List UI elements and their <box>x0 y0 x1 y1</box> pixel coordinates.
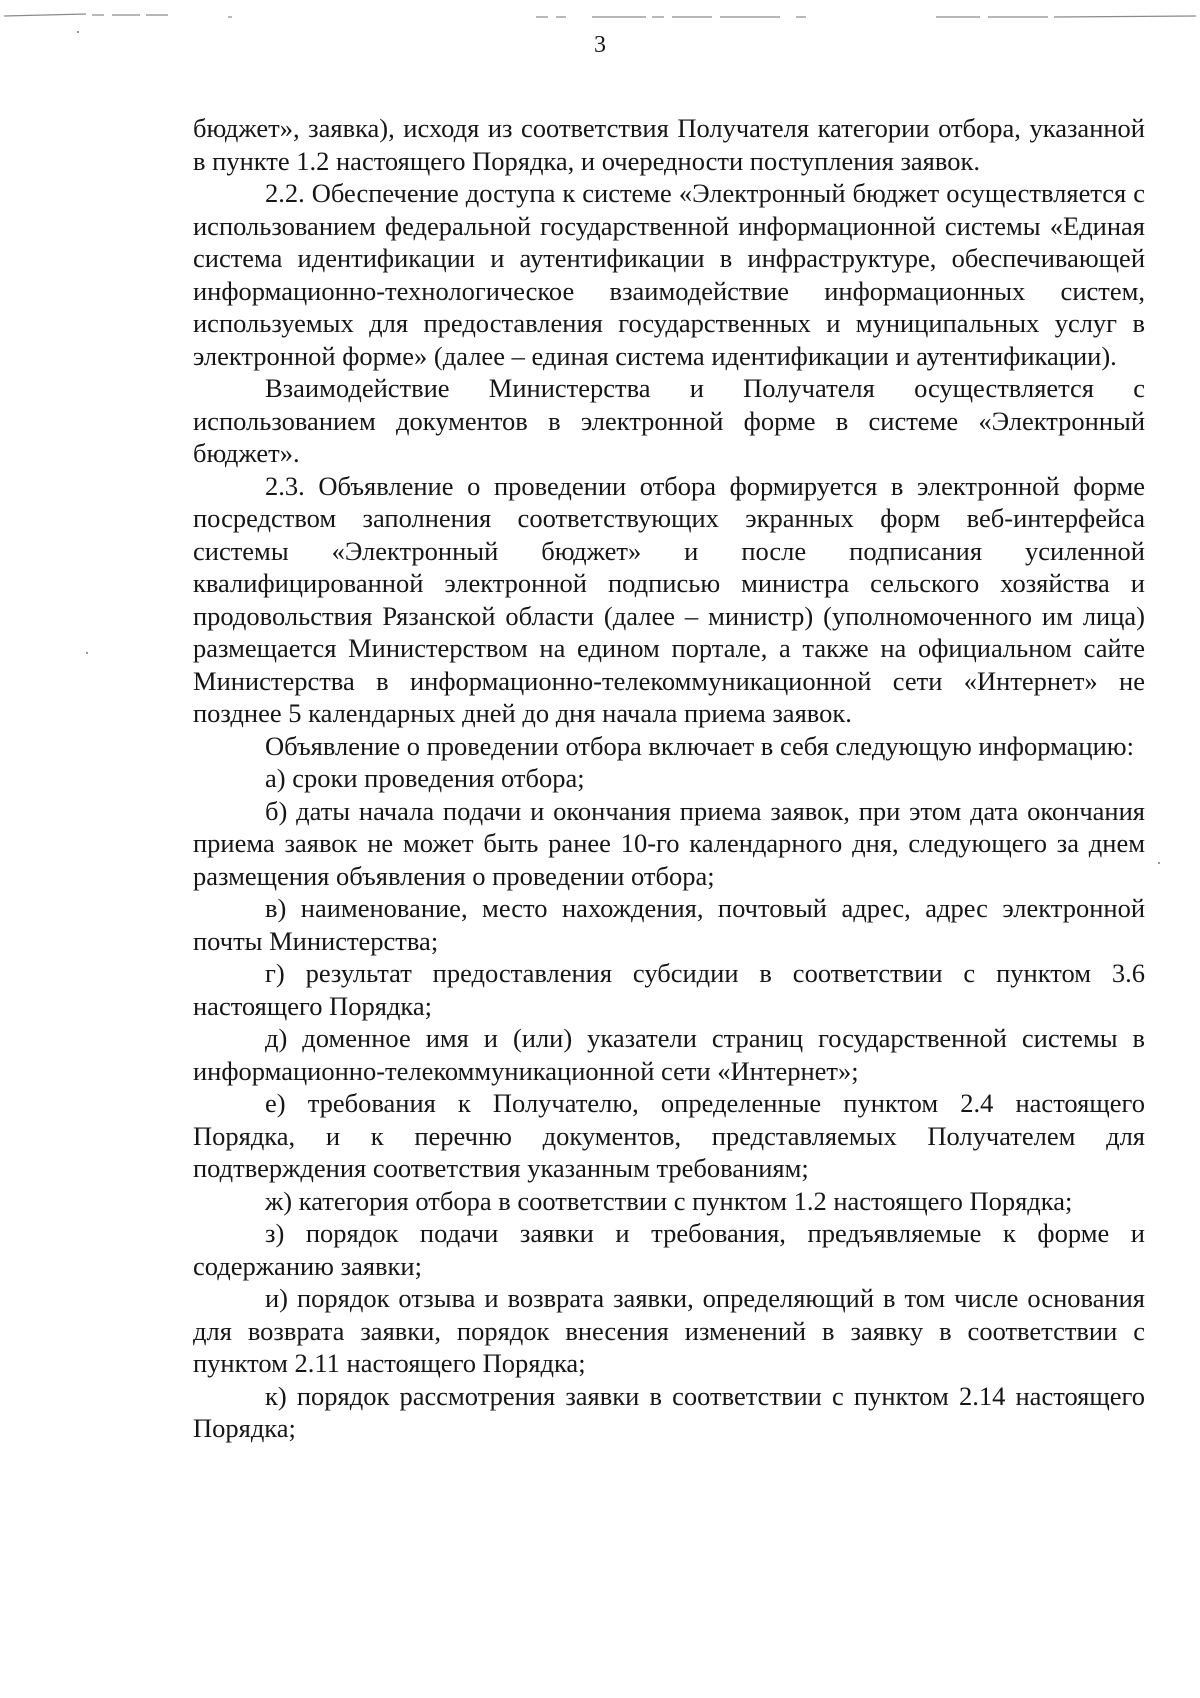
paragraph: г) результат предоставления субсидии в соответствии с пунктом 3.6 настоящего Порядка; <box>193 958 1145 1021</box>
document-body <box>193 112 1145 1445</box>
paragraph: Объявление о проведении отбора включает в себя следующую информацию: <box>265 730 1134 761</box>
scan-speck <box>86 652 88 654</box>
paragraph: 2.2. Обеспечение доступа к системе «Электронный бюджет осуществляется с использованием федеральной государственной информационной системы «Единая система идентификации и аутентификации в инфраструктуре, обеспечивающей информационно-технологическое взаимодействие информационных систем, используемых для предоставления государственных и муниципальных услуг в электронной форме» (далее – единая система идентификации и аутентификации). <box>193 178 1145 371</box>
paragraph: е) требования к Получателю, определенные пунктом 2.4 настоящего Порядка, и к перечню документов, представляемых Получателем для подтверждения соответствия указанным требованиям; <box>193 1088 1145 1183</box>
page-number: 3 <box>594 32 606 58</box>
paragraph: з) порядок подачи заявки и требования, предъявляемые к форме и содержанию заявки; <box>193 1218 1145 1281</box>
paragraph: а) сроки проведения отбора; <box>265 763 585 793</box>
paragraph: бюджет», заявка), исходя из соответствия Получателя категории отбора, указанной в пункте 1.2 настоящего Порядка, и очередности поступления заявок. <box>193 113 1145 176</box>
paragraph: 2.3. Объявление о проведении отбора формируется в электронной форме посредством заполнения соответствующих экранных форм веб-интерфейса системы «Электронный бюджет» и после подписания усиленной квалифицированной электронной подписью министра сельского хозяйства и продовольствия Рязанской области (далее – министр) (уполномоченного им лица) размещается Министерством на едином портале, а также на официальном сайте Министерства в информационно-телекоммуникационной сети «Интернет» не позднее 5 календарных дней до дня начала приема заявок. <box>193 470 1145 728</box>
scan-speck <box>1158 862 1160 864</box>
paragraph: в) наименование, место нахождения, почтовый адрес, адрес электронной почты Министерства; <box>193 893 1145 956</box>
paragraph: Взаимодействие Министерства и Получателя осуществляется с использованием документов в электронной форме в системе «Электронный бюджет». <box>193 373 1145 468</box>
paragraph: д) доменное имя и (или) указатели страниц государственной системы в информационно-телекоммуникационной сети «Интернет»; <box>193 1023 1145 1086</box>
paragraph: ж) категория отбора в соответствии с пунктом 1.2 настоящего Порядка; <box>265 1185 1073 1216</box>
paragraph: и) порядок отзыва и возврата заявки, определяющий в том числе основания для возврата заявки, порядок внесения изменений в заявку в соответствии с пунктом 2.11 настоящего Порядка; <box>193 1283 1145 1378</box>
paragraph: к) порядок рассмотрения заявки в соответствии с пунктом 2.14 настоящего Порядка; <box>193 1380 1145 1443</box>
paragraph: б) даты начала подачи и окончания приема заявок, при этом дата окончания приема заявок не может быть ранее 10-го календарного дня, следующего за днем размещения объявления о проведении отбора; <box>193 795 1145 891</box>
